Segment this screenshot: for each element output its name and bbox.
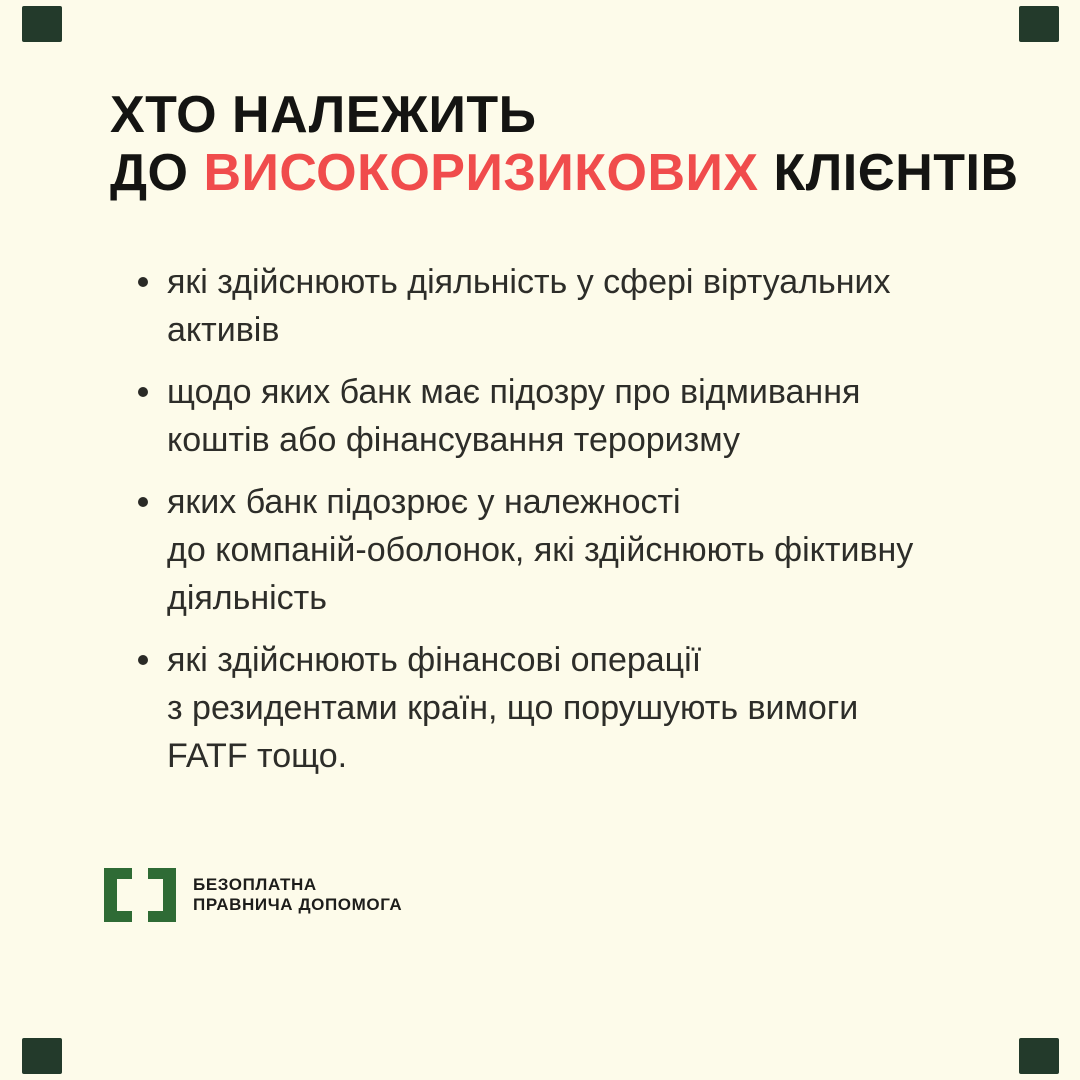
list-item <box>138 636 1020 780</box>
list-item-line: щодо яких банк має підозру про відмивання <box>167 373 861 411</box>
title-line-2 <box>110 144 1019 202</box>
list-item <box>138 368 1020 464</box>
list-item-text <box>167 258 891 354</box>
list-item-line: коштів або фінансування тероризму <box>167 421 740 459</box>
brand-logo-text <box>193 875 402 915</box>
brand-logo-line-2: ПРАВНИЧА ДОПОМОГА <box>193 895 403 914</box>
page-title <box>110 86 1019 202</box>
brand-logo-line-1: БЕЗОПЛАТНА <box>193 875 317 894</box>
list-item-line: яких банк підозрює у належності <box>167 483 681 521</box>
list-item-text <box>167 368 860 464</box>
list-item-line: активів <box>167 311 280 349</box>
list-item-text <box>167 478 913 622</box>
list-item-line: FATF тощо. <box>167 737 348 775</box>
title-line2-prefix: ДО <box>110 144 204 202</box>
brand-logo <box>104 868 402 922</box>
corner-mark-top-left <box>22 6 62 42</box>
corner-mark-top-right <box>1019 6 1059 42</box>
list-item-line: які здійснюють фінансові операції <box>167 641 702 679</box>
list-item-line: які здійснюють діяльність у сфері віртуальних <box>167 263 891 301</box>
list-item-text <box>167 636 858 780</box>
title-line-1: ХТО НАЛЕЖИТЬ <box>110 86 537 144</box>
bullet-dot-icon <box>138 277 148 287</box>
bullet-dot-icon <box>138 497 148 507</box>
list-item-line: діяльність <box>167 579 327 617</box>
left-bracket-icon <box>104 868 132 922</box>
right-bracket-icon <box>148 868 176 922</box>
square-brackets-icon <box>104 868 176 922</box>
corner-mark-bottom-right <box>1019 1038 1059 1074</box>
list-item-line: з резидентами країн, що порушують вимоги <box>167 689 859 727</box>
title-line2-suffix: КЛІЄНТІВ <box>758 144 1019 202</box>
bullet-dot-icon <box>138 387 148 397</box>
list-item <box>138 258 1020 354</box>
list-item-line: до компаній-оболонок, які здійснюють фіктивну <box>167 531 914 569</box>
list-item <box>138 478 1020 622</box>
bullet-list <box>138 258 1020 794</box>
bullet-dot-icon <box>138 655 148 665</box>
corner-mark-bottom-left <box>22 1038 62 1074</box>
title-highlight: ВИСОКОРИЗИКОВИХ <box>203 144 759 202</box>
